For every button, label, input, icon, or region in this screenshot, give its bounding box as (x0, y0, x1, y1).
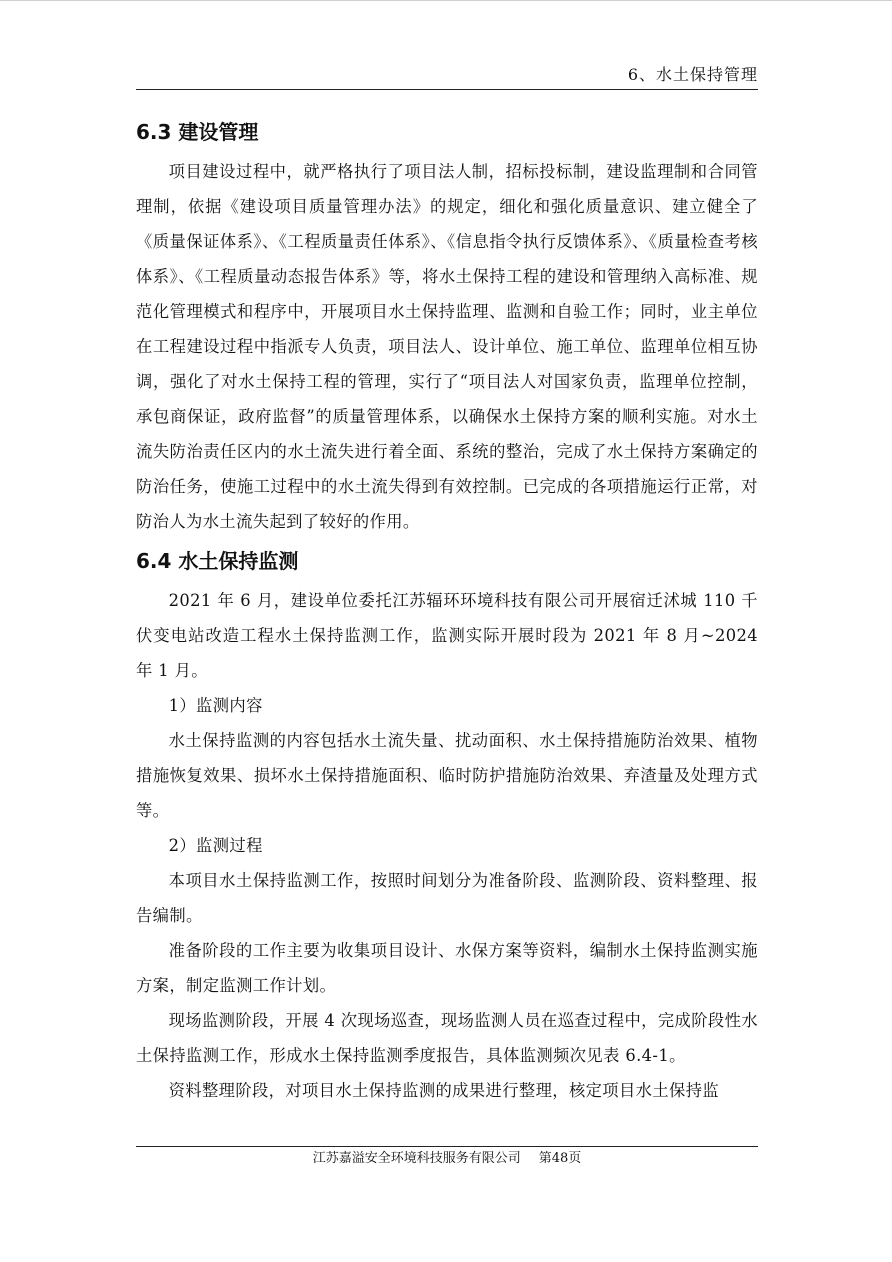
chapter-header: 6、水土保持管理 (627, 65, 758, 84)
field-monitoring-paragraph: 现场监测阶段，开展 4 次现场巡查，现场监测人员在巡查过程中，完成阶段性水土保持监测工作，形成水土保持监测季度报告，具体监测频次见表 6.4-1。 (136, 1011, 758, 1065)
monitoring-intro-paragraph: 2021 年 6 月，建设单位委托江苏辐环环境科技有限公司开展宿迁沭城 110 千伏变电站改造工程水土保持监测工作，监测实际开展时段为 2021 年 8 月~2024 年 1 月。 (136, 591, 758, 680)
monitoring-process-paragraph: 本项目水土保持监测工作，按照时间划分为准备阶段、监测阶段、资料整理、报告编制。 (136, 871, 758, 925)
data-sorting-paragraph: 资料整理阶段，对项目水土保持监测的成果进行整理，核定项目水土保持监 (168, 1081, 720, 1100)
section-6-3-paragraph: 项目建设过程中，就严格执行了项目法人制，招标投标制，建设监理制和合同管理制，依据《建设项目质量管理办法》的规定，细化和强化质量意识、建立健全了《质量保证体系》、《工程质量责任体系》、《信息指令执行反馈体系》、《质量检查考核体系》、《工程质量动态报告体系》等，将水土保持工程的建设和管理纳入高标准、规范化管理模式和程序中，开展项目水土保持监理、监测和自验工作；同时，业主单位在工程建设过程中指派专人负责，项目法人、设计单位、施工单位、监理单位相互协调，强化了对水土保持工程的管理，实行了“项目法人对国家负责，监理单位控制，承包商保证，政府监督”的质量管理体系，以确保水土保持方案的顺利实施。对水土流失防治责任区内的水土流失进行着全面、系统的整治，完成了水土保持方案确定的防治任务，使施工过程中的水土流失得到有效控制。已完成的各项措施运行正常，对防治人为水土流失起到了较好的作用。 (136, 162, 758, 531)
section-6-4-title: 6.4 水土保持监测 (136, 549, 299, 573)
footer-rule (136, 1146, 758, 1147)
monitoring-content-paragraph: 水土保持监测的内容包括水土流失量、扰动面积、水土保持措施防治效果、植物措施恢复效果、损坏水土保持措施面积、临时防护措施防治效果、弃渣量及处理方式等。 (136, 731, 758, 820)
monitoring-content-heading: 1）监测内容 (168, 696, 263, 715)
monitoring-process-heading: 2）监测过程 (168, 836, 263, 855)
footer-company: 江苏嘉溢安全环境科技服务有限公司 (312, 1151, 521, 1166)
page-top-border (0, 0, 892, 1)
page-number: 第48页 (538, 1151, 582, 1166)
page-footer (136, 1150, 758, 1168)
header-rule (136, 89, 758, 90)
document-body (136, 114, 758, 1108)
section-6-3-title: 6.3 建设管理 (136, 120, 259, 144)
preparation-stage-paragraph: 准备阶段的工作主要为收集项目设计、水保方案等资料，编制水土保持监测实施方案，制定监测工作计划。 (136, 941, 758, 995)
